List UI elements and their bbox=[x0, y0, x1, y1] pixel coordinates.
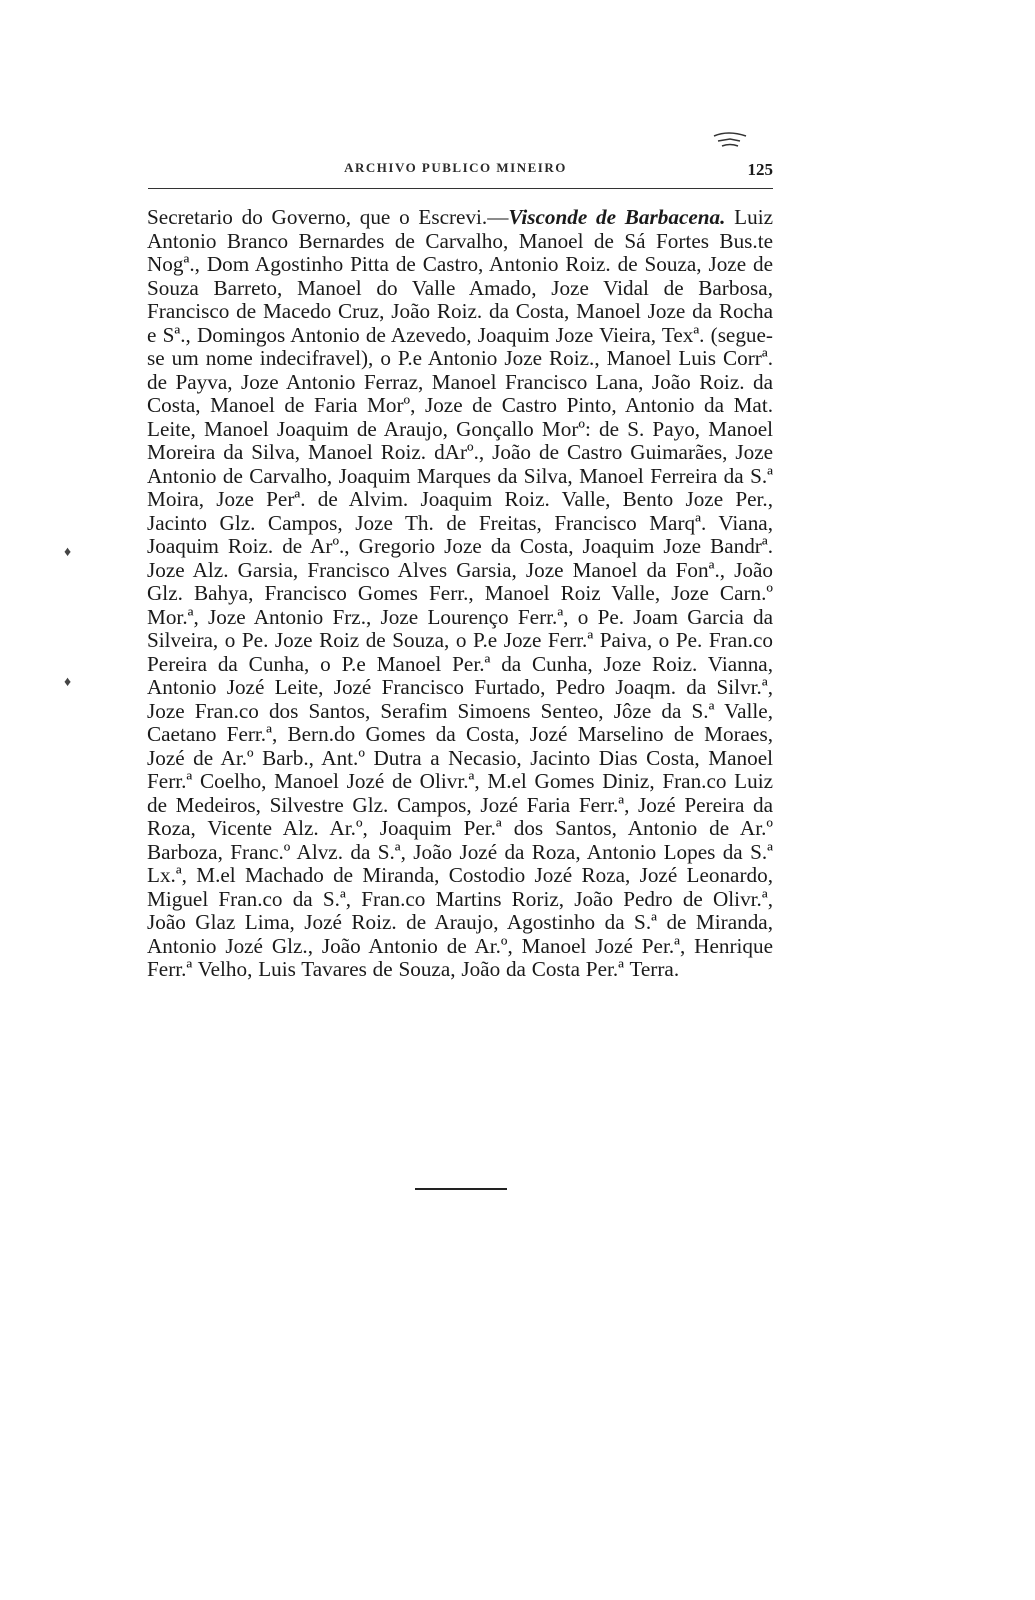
margin-mark-icon: ♦ bbox=[64, 545, 72, 560]
printer-ornament-icon bbox=[700, 128, 760, 152]
page-header bbox=[148, 160, 773, 186]
body-paragraph bbox=[147, 206, 773, 982]
signatories-list: Luiz Antonio Branco Bernardes de Carvalho, Manoel de Sá Fortes Bus.te Nogª., Dom Agostinho Pitta de Castro, Antonio Roiz. de Souza, Joze de Souza Barreto, Manoel do Valle Amado, Joze Vidal de Barbosa, Francisco de Macedo Cruz, João Roiz. da Costa, Manoel Joze da Rocha e Sª., Domingos Antonio de Azevedo, Joaquim Joze Vieira, Texª. (segue-se um nome indecifravel), o P.e Antonio Joze Roiz., Manoel Luis Corrª. de Payva, Joze Antonio Ferraz, Manoel Francisco Lana, João Roiz. da Costa, Manoel de Faria Morº, Joze de Castro Pinto, Antonio da Mat. Leite, Manoel Joaquim de Araujo, Gonçallo Morº: de S. Payo, Manoel Moreira da Silva, Manoel Roiz. dArº., João de Castro Guimarães, Joze Antonio de Carvalho, Joaquim Marques da Silva, Manoel Ferreira da S.ª Moira, Joze Perª. de Alvim. Joaquim Roiz. Valle, Bento Joze Per., Jacinto Glz. Campos, Joze Th. de Freitas, Francisco Marqª. Viana, Joaquim Roiz. de Arº., Gregorio Joze da Costa, Joaquim Joze Bandrª. Joze Alz. Garsia, Francisco Alves Garsia, Joze Manoel da Fonª., João Glz. Bahya, Francisco Gomes Ferr., Manoel Roiz Valle, Joze Carn.º Mor.ª, Joze Antonio Frz., Joze Lourenço Ferr.ª, o Pe. Joam Garcia da Silveira, o Pe. Joze Roiz de Souza, o P.e Joze Ferr.ª Paiva, o Pe. Fran.co Pereira da Cunha, o P.e Manoel Per.ª da Cunha, Joze Roiz. Vianna, Antonio Jozé Leite, Jozé Francisco Furtado, Pedro Joaqm. da Silvr.ª, Joze Fran.co dos Santos, Serafim Simoens Senteo, Jôze da S.ª Valle, Caetano Ferr.ª, Bern.do Gomes da Costa, Jozé Marselino de Moraes, Jozé de Ar.º Barb., Ant.º Dutra a Necasio, Jacinto Dias Costa, Manoel Ferr.ª Coelho, Manoel Jozé de Olivr.ª, M.el Gomes Diniz, Fran.co Luiz de Medeiros, Silvestre Glz. Campos, Jozé Faria Ferr.ª, Jozé Pereira da Roza, Vicente Alz. Ar.º, Joaquim Per.ª dos Santos, Antonio de Ar.º Barboza, Franc.º Alvz. da S.ª, João Jozé da Roza, Antonio Lopes da S.ª Lx.ª, M.el Machado de Miranda, Costodio Jozé Roza, Jozé Leonardo, Miguel Fran.co da S.ª, Fran.co Martins Roriz, João Pedro de Olivr.ª, João Glaz Lima, Jozé Roiz. de Araujo, Agostinho da S.ª de Miranda, Antonio Jozé Glz., João Antonio de Ar.º, Manoel Jozé Per.ª, Henrique Ferr.ª Velho, Luis Tavares de Souza, João da Costa Per.ª Terra. bbox=[147, 205, 773, 981]
page-number: 125 bbox=[747, 160, 773, 179]
margin-mark-icon: ♦ bbox=[64, 675, 72, 690]
signature-name: Visconde de Barbacena. bbox=[508, 205, 726, 229]
closing-rule bbox=[415, 1188, 507, 1190]
header-rule bbox=[148, 188, 773, 189]
running-head: ARCHIVO PUBLICO MINEIRO bbox=[344, 160, 567, 175]
paragraph-lead: Secretario do Governo, que o Escrevi.— bbox=[147, 205, 509, 229]
